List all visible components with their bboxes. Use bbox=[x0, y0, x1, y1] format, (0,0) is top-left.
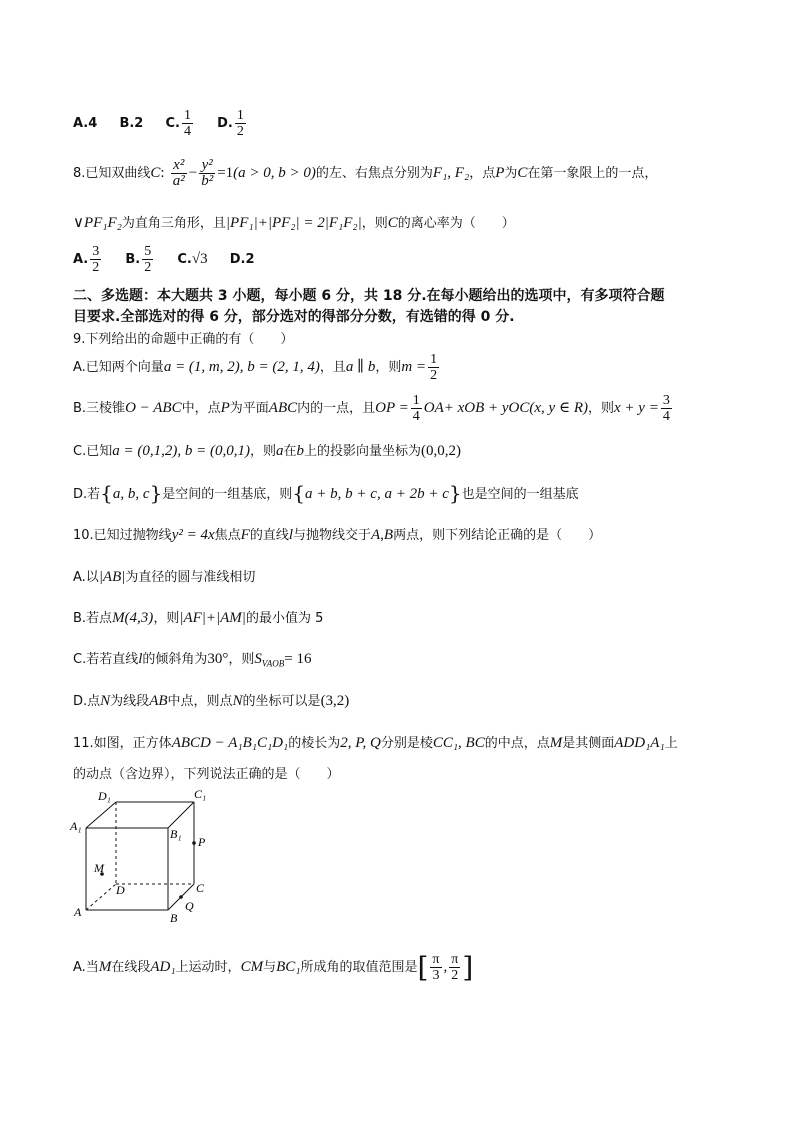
label-D1: D₁ bbox=[98, 789, 111, 803]
section2-line1: 二、多选题：本大题共 3 小题，每小题 6 分，共 18 分.在每小题给出的选项中，有多项符合题 bbox=[73, 288, 665, 304]
label-B1: B₁ bbox=[170, 827, 182, 841]
q11-option-a: A.当M在线段AD₁上运动时，CM与BC₁所成角的取值范围是[ $\frac{\pi}{3}$ , $\frac{\pi}{2}$ ] bbox=[73, 951, 474, 984]
label-P: P bbox=[198, 835, 206, 849]
q9-option-c: C.已知a = (0,1,2), b = (0,0,1)，则a在b上的投影向量坐标为(0,0,2) bbox=[73, 443, 461, 459]
q10-option-c: C.若若直线l的倾斜角为30°，则$S_{VAOB}= 16$ bbox=[73, 651, 312, 669]
label-M: M bbox=[94, 861, 104, 875]
section2-line2: 目要求.全部选对的得 6 分，部分选对的得部分分数，有选错的得 0 分. bbox=[73, 309, 515, 325]
label-C: C bbox=[196, 881, 205, 895]
label-B: B bbox=[170, 911, 178, 925]
q7-options bbox=[73, 108, 266, 139]
q9-option-d: D.若{a, b, c}是空间的一组基底，则{a + b, b + c, a + 2b + c}也是空间的一组基底 bbox=[73, 481, 579, 505]
label-Q: Q bbox=[185, 899, 194, 913]
q11-line2: 的动点（含边界），下列说法正确的是（ ） bbox=[73, 767, 340, 782]
q10-option-a: A.以|AB|为直径的圆与准线相切 bbox=[73, 569, 256, 585]
q9-title: 9.下列给出的命题中正确的有（ ） bbox=[73, 332, 294, 347]
q9-option-b: B.三棱锥O − ABC中，点P为平面ABC内的一点，且OP = $\frac{1}{4}$ OA+ xOB + yOC(x, y ∈ R)，则x + y = $\frac{3}{4}$ bbox=[73, 393, 670, 424]
label-C1: C₁ bbox=[194, 787, 207, 801]
q10-option-d: D.点N为线段AB中点，则点N的坐标可以是(3,2) bbox=[73, 693, 350, 709]
q8-line2: ∨PF₁F₂为直角三角形，且|PF₁|+|PF₂| = 2|F₁F₂|，则C的离心率为（ ） bbox=[73, 215, 515, 231]
q9-option-a: A.已知两个向量a = (1, m, 2), b = (2, 1, 4)，且a ∥ b，则m = $\frac{1}{2}$ bbox=[73, 352, 438, 383]
q7-option-b: B.2 bbox=[119, 116, 144, 131]
q10-title: 10.已知过抛物线y² = 4x焦点F的直线l与抛物线交于A,B两点，则下列结论正确的是（ ） bbox=[73, 527, 602, 543]
q7-option-c: C. $\frac{1}{4}$ bbox=[165, 108, 191, 139]
label-D: D bbox=[116, 883, 125, 897]
q7-option-d: D. $\frac{1}{2}$ bbox=[217, 108, 244, 139]
q8-line1: 8.已知双曲线C: $\frac{\text{x²}}{\text{a²}}$ − $\frac{\text{y²}}{\text{b²}}$ =1(a > 0, b > 0)的左、右焦点分别为F₁, F₂，点P为C在第一象限上的一点， bbox=[73, 157, 658, 189]
q7-option-a: A.4 bbox=[73, 116, 98, 131]
q8-options: A. $\frac{3}{2}$ B. $\frac{5}{2}$ C.√3 D.2 bbox=[73, 244, 255, 275]
label-A: A bbox=[74, 905, 82, 919]
q11-line1: 11.如图，正方体ABCD − A₁B₁C₁D₁的棱长为2, P, Q分别是棱CC₁, BC的中点，点M是其侧面ADD₁A₁上 bbox=[73, 735, 678, 751]
cube-figure bbox=[66, 786, 226, 926]
q10-option-b: B.若点M(4,3)，则|AF|+|AM|的最小值为 5 bbox=[73, 610, 324, 626]
label-A1: A₁ bbox=[70, 819, 82, 833]
